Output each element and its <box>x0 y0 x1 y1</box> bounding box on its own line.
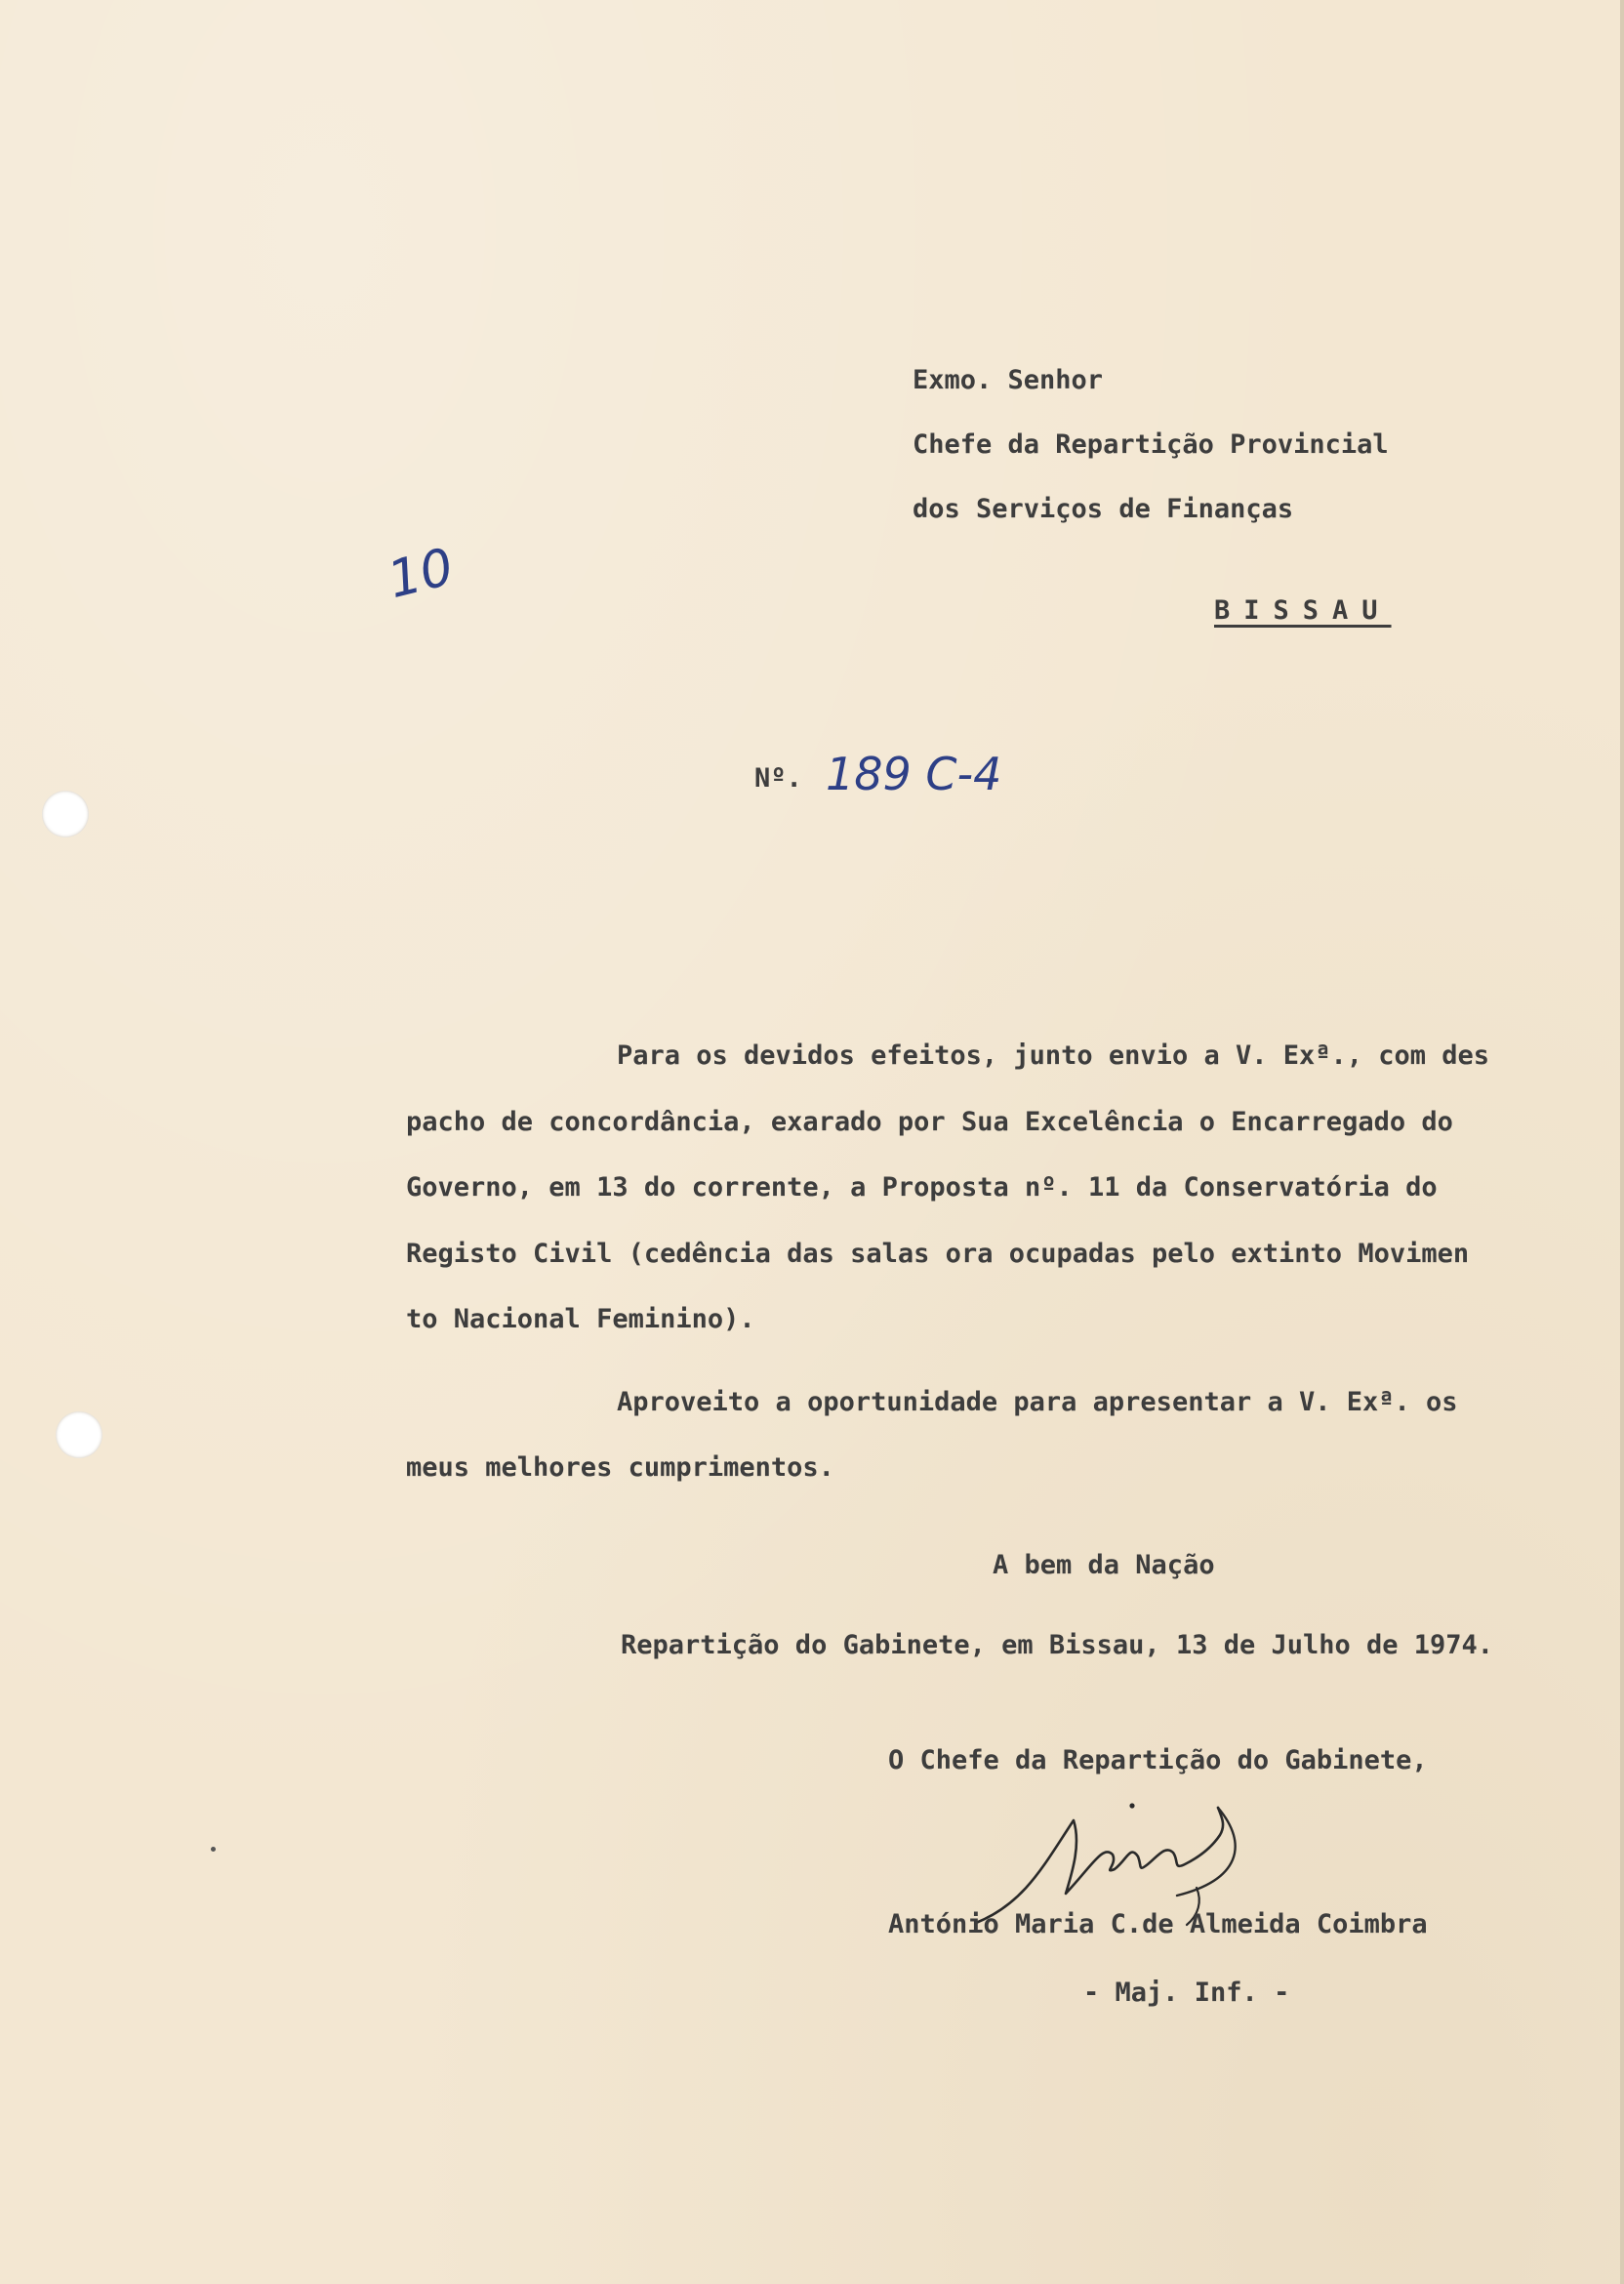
addressee-title: Chefe da Repartição Provincial <box>913 429 1389 460</box>
signer-title: O Chefe da Repartição do Gabinete, <box>888 1745 1428 1775</box>
body-line: meus melhores cumprimentos. <box>406 1452 834 1483</box>
handwritten-folio-number: 10 <box>382 537 460 611</box>
addressee-department: dos Serviços de Finanças <box>913 494 1294 524</box>
signer-name: António Maria C.de Almeida Coimbra <box>888 1909 1428 1939</box>
body-line: Registo Civil (cedência das salas ora ocupadas pelo extinto Movimen <box>406 1239 1470 1269</box>
body-line: Para os devidos efeitos, junto envio a V. Exª., com des <box>617 1040 1490 1071</box>
closing-place-date: Repartição do Gabinete, em Bissau, 13 de Julho de 1974. <box>621 1630 1494 1660</box>
page-edge <box>1620 0 1624 2284</box>
signer-rank: - Maj. Inf. - <box>1083 1978 1290 2008</box>
addressee-city: BISSAU <box>1214 595 1392 626</box>
body-line: to Nacional Feminino). <box>406 1304 755 1334</box>
body-line: Aproveito a oportunidade para apresentar a V. Exª. os <box>617 1387 1458 1417</box>
body-line: pacho de concordância, exarado por Sua Excelência o Encarregado do <box>406 1107 1453 1137</box>
addressee-salutation: Exmo. Senhor <box>913 365 1104 395</box>
body-line: Governo, em 13 do corrente, a Proposta nº. 11 da Conservatória do <box>406 1172 1438 1203</box>
closing-salutation: A bem da Nação <box>993 1550 1215 1580</box>
reference-label: Nº. <box>754 763 802 794</box>
punch-hole-bottom <box>56 1411 102 1458</box>
ink-speck <box>211 1847 216 1852</box>
handwritten-reference-number: 189 C-4 <box>826 748 1002 800</box>
punch-hole-top <box>42 791 89 837</box>
